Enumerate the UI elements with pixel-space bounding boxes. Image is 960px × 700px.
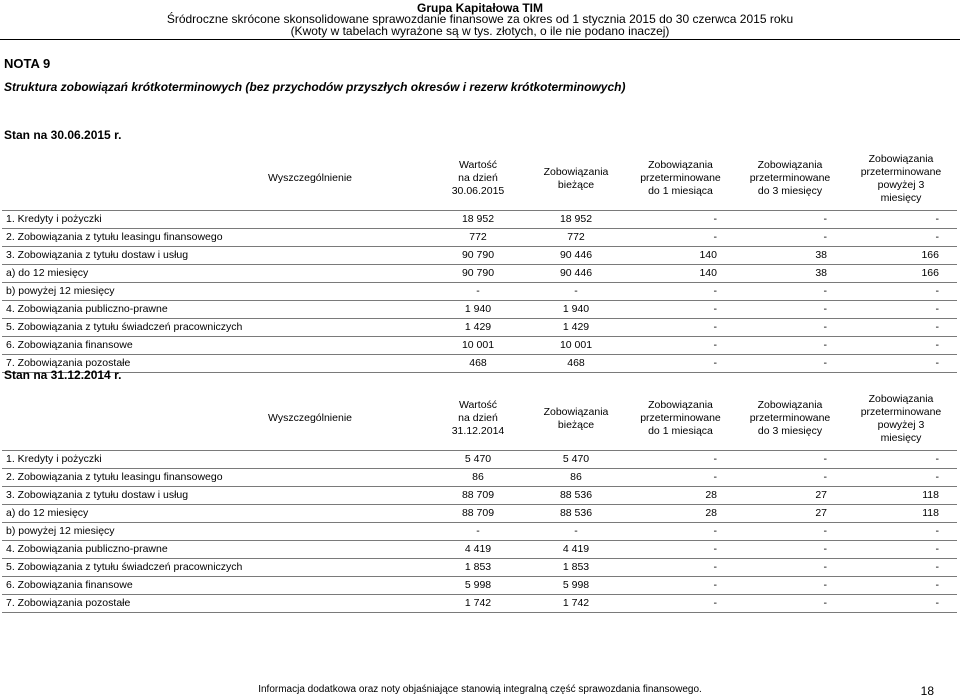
row-label: 2. Zobowiązania z tytułu leasingu finansowego — [6, 231, 223, 243]
cell-value: 5 470 — [464, 453, 492, 465]
company-name: Grupa Kapitałowa TIM — [416, 1, 543, 15]
table-row — [2, 504, 957, 522]
cell-value: 1 853 — [464, 561, 492, 573]
cell-overdue-more: - — [935, 231, 939, 243]
cell-overdue-more: - — [935, 285, 939, 297]
cell-overdue-1m: - — [713, 285, 717, 297]
units-note: (Kwoty w tabelach wyrażone są w tys. złotych, o ile nie podano inaczej) — [290, 24, 670, 38]
cell-value: - — [476, 285, 480, 297]
cell-overdue-more: 166 — [921, 267, 939, 279]
cell-current: 88 536 — [559, 507, 593, 519]
cell-overdue-3m: - — [823, 339, 827, 351]
header-overdue-1m: Zobowiązania przeterminowane do 1 miesiąca — [640, 159, 721, 198]
header-desc: Wyszczególnienie — [268, 412, 352, 425]
cell-value: 90 790 — [461, 249, 495, 261]
page-number: 18 — [920, 684, 934, 698]
cell-overdue-1m: - — [713, 453, 717, 465]
table-body-2015 — [2, 210, 957, 372]
cell-overdue-3m: - — [823, 285, 827, 297]
cell-current: 1 742 — [562, 597, 590, 609]
header-overdue-3m: Zobowiązania przeterminowane do 3 miesięcy — [749, 159, 831, 198]
footer-note: Informacja dodatkowa oraz noty objaśniające stanowią integralną część sprawozdania finansowego. — [258, 684, 702, 695]
row-label: 3. Zobowiązania z tytułu dostaw i usług — [6, 489, 189, 501]
cell-overdue-3m: - — [823, 357, 827, 369]
cell-value: 88 709 — [461, 507, 495, 519]
stan-label-2: Stan na 31.12.2014 r. — [4, 368, 122, 382]
cell-overdue-1m: - — [713, 213, 717, 225]
row-label: 5. Zobowiązania z tytułu świadczeń pracowniczych — [6, 321, 243, 333]
cell-value: 772 — [469, 231, 487, 243]
table-row — [2, 264, 957, 282]
cell-value: 88 709 — [461, 489, 495, 501]
cell-overdue-1m: - — [713, 579, 717, 591]
cell-overdue-3m: - — [823, 525, 827, 537]
cell-current: 4 419 — [562, 543, 590, 555]
cell-overdue-1m: - — [713, 525, 717, 537]
row-label: 4. Zobowiązania publiczno-prawne — [6, 543, 168, 555]
cell-overdue-more: - — [935, 543, 939, 555]
row-label: 1. Kredyty i pożyczki — [6, 453, 102, 465]
row-label: 1. Kredyty i pożyczki — [6, 213, 102, 225]
cell-overdue-1m: 28 — [705, 489, 717, 501]
cell-overdue-3m: - — [823, 321, 827, 333]
table-row — [2, 486, 957, 504]
header-current: Zobowiązania bieżące — [543, 405, 609, 431]
cell-overdue-3m: - — [823, 213, 827, 225]
note-subtitle: Struktura zobowiązań krótkoterminowych (bez przychodów przyszłych okresów i rezerw krótkoterminowych) — [4, 80, 626, 94]
table-row — [2, 318, 957, 336]
cell-overdue-more: - — [935, 525, 939, 537]
cell-current: 468 — [567, 357, 585, 369]
table-row — [2, 576, 957, 594]
cell-overdue-1m: - — [713, 303, 717, 315]
table-row — [2, 540, 957, 558]
cell-overdue-3m: - — [823, 471, 827, 483]
row-label: 7. Zobowiązania pozostałe — [6, 597, 131, 609]
row-label: a) do 12 miesięcy — [6, 267, 89, 279]
cell-overdue-more: - — [935, 357, 939, 369]
cell-overdue-3m: - — [823, 579, 827, 591]
cell-overdue-more: - — [935, 303, 939, 315]
header-overdue-more: Zobowiązania przeterminowane powyżej 3 miesięcy — [860, 152, 942, 204]
cell-value: 1 742 — [464, 597, 492, 609]
row-label: 3. Zobowiązania z tytułu dostaw i usług — [6, 249, 189, 261]
cell-overdue-more: - — [935, 339, 939, 351]
header-value: Wartość na dzień 31.12.2014 — [451, 399, 505, 438]
cell-overdue-1m: - — [713, 561, 717, 573]
header-desc: Wyszczególnienie — [268, 172, 352, 185]
cell-current: - — [574, 285, 578, 297]
cell-overdue-3m: - — [823, 597, 827, 609]
cell-current: 90 446 — [559, 249, 593, 261]
cell-overdue-3m: - — [823, 561, 827, 573]
cell-value: 1 429 — [464, 321, 492, 333]
table-row — [2, 522, 957, 540]
header-overdue-1m: Zobowiązania przeterminowane do 1 miesiąca — [640, 399, 721, 438]
note-title: NOTA 9 — [4, 56, 51, 71]
cell-value: - — [476, 525, 480, 537]
cell-overdue-more: 118 — [922, 489, 939, 501]
table-row — [2, 228, 957, 246]
cell-current: 1 940 — [562, 303, 590, 315]
cell-overdue-more: - — [935, 321, 939, 333]
cell-value: 468 — [469, 357, 487, 369]
cell-value: 18 952 — [461, 213, 495, 225]
table-row — [2, 300, 957, 318]
cell-overdue-1m: 28 — [705, 507, 717, 519]
table-row — [2, 450, 957, 468]
header-overdue-more: Zobowiązania przeterminowane powyżej 3 miesięcy — [860, 392, 942, 444]
stan-label-1: Stan na 30.06.2015 r. — [4, 128, 122, 142]
cell-overdue-3m: - — [823, 231, 827, 243]
row-label: 6. Zobowiązania finansowe — [6, 339, 133, 351]
cell-overdue-1m: - — [713, 231, 717, 243]
row-label: 6. Zobowiązania finansowe — [6, 579, 133, 591]
cell-overdue-more: 118 — [922, 507, 939, 519]
cell-overdue-1m: - — [713, 543, 717, 555]
cell-current: 1 853 — [562, 561, 590, 573]
table-row — [2, 558, 957, 576]
header-overdue-3m: Zobowiązania przeterminowane do 3 miesięcy — [749, 399, 831, 438]
cell-overdue-3m: 27 — [815, 489, 827, 501]
table-row — [2, 594, 957, 612]
cell-overdue-3m: 38 — [815, 249, 827, 261]
cell-current: 1 429 — [562, 321, 590, 333]
cell-current: 90 446 — [559, 267, 593, 279]
cell-overdue-1m: - — [713, 597, 717, 609]
table-row — [2, 354, 957, 372]
cell-overdue-more: - — [935, 561, 939, 573]
cell-overdue-more: - — [935, 213, 939, 225]
row-label: 2. Zobowiązania z tytułu leasingu finansowego — [6, 471, 223, 483]
table-row — [2, 246, 957, 264]
table-row — [2, 210, 957, 228]
cell-value: 1 940 — [464, 303, 492, 315]
header-value: Wartość na dzień 30.06.2015 — [451, 159, 505, 198]
cell-current: 5 470 — [562, 453, 590, 465]
cell-value: 90 790 — [461, 267, 495, 279]
cell-current: 772 — [567, 231, 585, 243]
cell-overdue-3m: - — [823, 543, 827, 555]
cell-overdue-more: - — [935, 453, 939, 465]
cell-overdue-3m: 38 — [815, 267, 827, 279]
cell-current: 5 998 — [562, 579, 590, 591]
cell-overdue-1m: - — [713, 339, 717, 351]
cell-overdue-1m: 140 — [699, 249, 717, 261]
row-label: b) powyżej 12 miesięcy — [6, 525, 115, 537]
cell-value: 86 — [472, 471, 484, 483]
cell-current: 88 536 — [559, 489, 593, 501]
cell-overdue-more: - — [935, 597, 939, 609]
cell-overdue-1m: - — [713, 321, 717, 333]
cell-overdue-more: - — [935, 579, 939, 591]
header-current: Zobowiązania bieżące — [543, 165, 609, 191]
report-title: Śródroczne skrócone skonsolidowane sprawozdanie finansowe za okres od 1 stycznia 2015 do 30 czerwca 2015 roku — [166, 12, 794, 26]
cell-value: 4 419 — [464, 543, 492, 555]
table-row — [2, 282, 957, 300]
table-row — [2, 336, 957, 354]
cell-current: 18 952 — [559, 213, 593, 225]
liabilities-table-2015 — [2, 148, 957, 373]
cell-overdue-1m: - — [713, 471, 717, 483]
cell-current: 86 — [570, 471, 582, 483]
cell-overdue-3m: - — [823, 453, 827, 465]
cell-overdue-more: - — [935, 471, 939, 483]
table-row — [2, 468, 957, 486]
row-label: 4. Zobowiązania publiczno-prawne — [6, 303, 168, 315]
cell-current: 10 001 — [559, 339, 593, 351]
row-label: a) do 12 miesięcy — [6, 507, 89, 519]
cell-current: - — [574, 525, 578, 537]
cell-value: 5 998 — [464, 579, 492, 591]
row-label: 7. Zobowiązania pozostałe — [6, 357, 131, 369]
header-divider — [0, 39, 960, 40]
cell-overdue-1m: 140 — [699, 267, 717, 279]
cell-value: 10 001 — [461, 339, 495, 351]
cell-overdue-3m: 27 — [815, 507, 827, 519]
row-label: 5. Zobowiązania z tytułu świadczeń pracowniczych — [6, 561, 243, 573]
cell-overdue-1m: - — [713, 357, 717, 369]
table-body-2014 — [2, 450, 957, 612]
cell-overdue-more: 166 — [921, 249, 939, 261]
cell-overdue-3m: - — [823, 303, 827, 315]
row-label: b) powyżej 12 miesięcy — [6, 285, 115, 297]
liabilities-table-2014 — [2, 388, 957, 613]
